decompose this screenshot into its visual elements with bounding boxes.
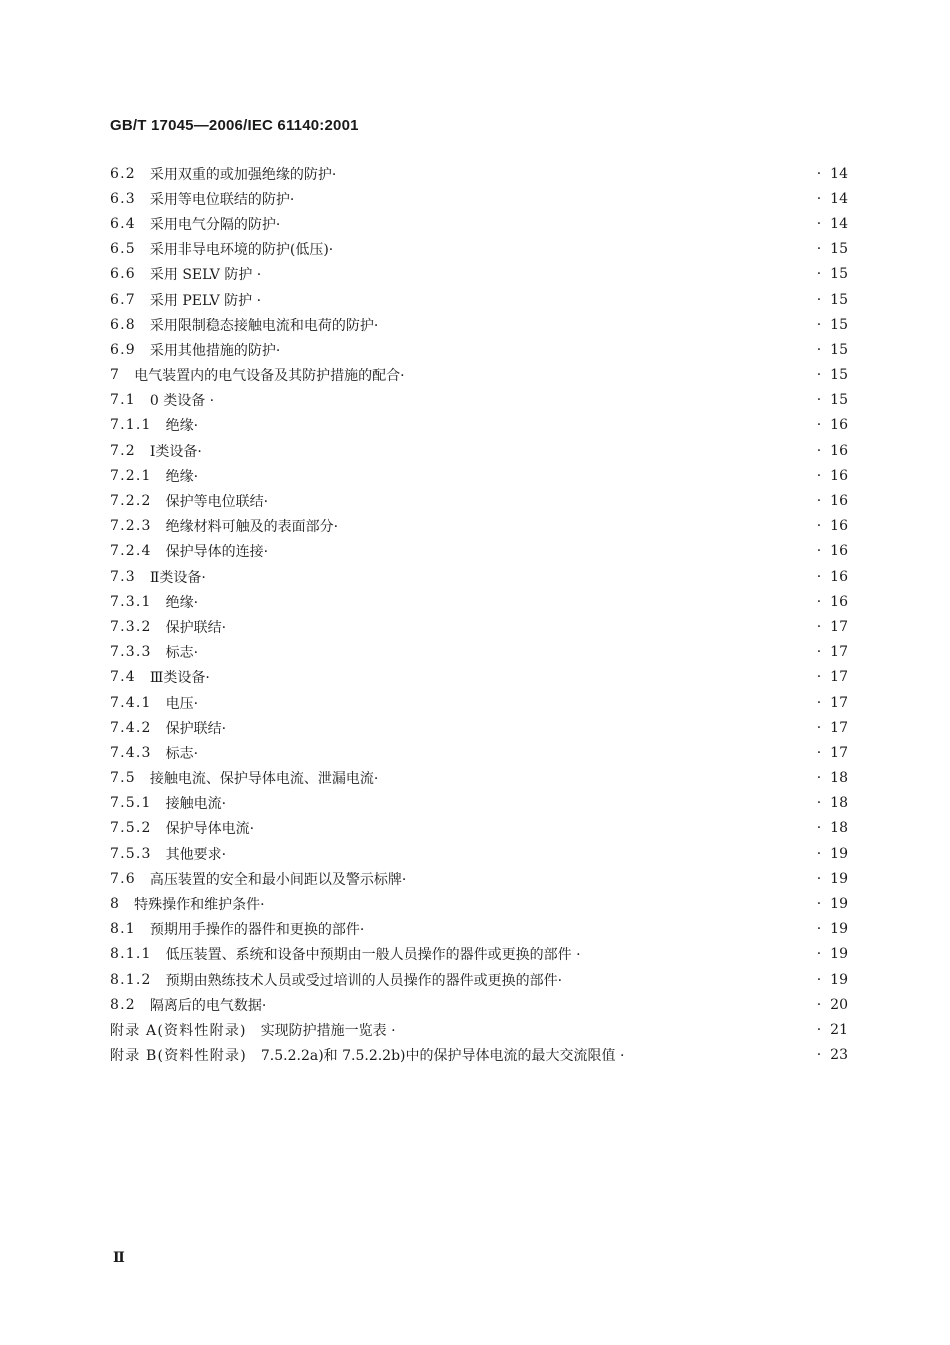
toc-entry-title: 绝缘· — [165, 468, 199, 485]
toc-entry-number: 7 — [110, 367, 121, 384]
toc-entry — [110, 312, 848, 337]
toc-entry — [110, 287, 848, 312]
toc-entry-number: 6.9 — [110, 341, 136, 358]
toc-entry-title: 保护导体的连接· — [165, 544, 269, 561]
toc-entry — [110, 337, 848, 362]
toc-entry-title: 保护联结· — [165, 720, 227, 737]
toc-entry-number: 7.1 — [110, 392, 136, 409]
toc-entry — [110, 740, 848, 765]
toc-entry-page: · 17 — [808, 669, 848, 685]
toc-entry — [110, 388, 848, 413]
toc-entry-title: 标志· — [165, 745, 199, 762]
toc-entry — [110, 665, 848, 690]
toc-entry — [110, 891, 848, 916]
toc-entry-number: 8.1.1 — [110, 946, 152, 963]
toc-entry — [110, 791, 848, 816]
toc-entry-title: 0 类设备 · — [149, 393, 215, 410]
toc-entry-page: · 17 — [808, 745, 848, 761]
toc-entry-number: 7.2.1 — [110, 467, 152, 484]
toc-entry-page: · 17 — [808, 720, 848, 736]
toc-entry-number: 7.2 — [110, 442, 136, 459]
toc-entry-number: 7.2.4 — [110, 543, 152, 560]
toc-entry-page: · 17 — [808, 695, 848, 711]
toc-entry-page: · 18 — [808, 820, 848, 836]
toc-entry-page: · 19 — [808, 921, 848, 937]
toc-entry-number: 7.3.3 — [110, 644, 152, 661]
toc-entry — [110, 1043, 848, 1068]
toc-entry-title: 保护联结· — [165, 619, 227, 636]
toc-entry-page: · 15 — [808, 342, 848, 358]
toc-entry — [110, 488, 848, 513]
toc-entry-page: · 15 — [808, 266, 848, 282]
toc-entry-page: · 16 — [808, 518, 848, 534]
toc-entry-number: 6.8 — [110, 316, 136, 333]
toc-entry-title: 保护等电位联结· — [165, 494, 269, 511]
toc-entry — [110, 589, 848, 614]
toc-entry-page: · 16 — [808, 594, 848, 610]
toc-entry-number: 8.1.2 — [110, 971, 152, 988]
toc-entry-title: 采用限制稳态接触电流和电荷的防护· — [149, 317, 379, 334]
toc-entry — [110, 514, 848, 539]
toc-entry-page: · 19 — [808, 871, 848, 887]
toc-entry — [110, 715, 848, 740]
toc-entry-title: 绝缘材料可触及的表面部分· — [165, 519, 339, 536]
toc-entry-page: · 15 — [808, 241, 848, 257]
toc-entry — [110, 1017, 848, 1042]
toc-entry-number: 6.2 — [110, 165, 136, 182]
toc-entry-title: Ⅱ类设备· — [149, 569, 206, 586]
toc-entry-number: 7.3.2 — [110, 618, 152, 635]
toc-entry-number: 7.4.3 — [110, 744, 152, 761]
toc-entry-page: · 23 — [808, 1047, 848, 1063]
toc-entry — [110, 539, 848, 564]
toc-entry-number: 附录 B(资料性附录) — [110, 1048, 247, 1065]
toc-entry-title: 采用 SELV 防护 · — [149, 267, 262, 284]
document-standard-header: GB/T 17045—2006/IEC 61140:2001 — [110, 117, 359, 134]
toc-entry-page: · 14 — [808, 216, 848, 232]
toc-entry-number: 7.3 — [110, 568, 136, 585]
toc-entry-number: 7.5.3 — [110, 845, 152, 862]
toc-entry-number: 附录 A(资料性附录) — [110, 1022, 247, 1039]
toc-entry-number: 8.2 — [110, 996, 136, 1013]
toc-entry-page: · 20 — [808, 997, 848, 1013]
toc-entry — [110, 463, 848, 488]
toc-entry-number: 7.3.1 — [110, 593, 152, 610]
toc-entry-page: · 19 — [808, 896, 848, 912]
toc-entry-page: · 15 — [808, 292, 848, 308]
toc-entry-page: · 19 — [808, 846, 848, 862]
toc-entry — [110, 967, 848, 992]
toc-entry-number: 7.2.3 — [110, 518, 152, 535]
toc-entry-page: · 15 — [808, 392, 848, 408]
toc-entry — [110, 690, 848, 715]
toc-entry-page: · 21 — [808, 1022, 848, 1038]
toc-entry-page: · 19 — [808, 946, 848, 962]
toc-entry-title: Ⅰ类设备· — [149, 443, 202, 460]
toc-entry-number: 6.4 — [110, 215, 136, 232]
toc-entry-page: · 16 — [808, 543, 848, 559]
toc-entry-page: · 16 — [808, 493, 848, 509]
toc-entry-number: 6.5 — [110, 241, 136, 258]
toc-entry-title: 预期由熟练技术人员或受过培训的人员操作的器件或更换的部件· — [165, 972, 563, 989]
toc-entry-number: 6.6 — [110, 266, 136, 283]
toc-entry-title: 实现防护措施一览表 · — [260, 1022, 396, 1039]
toc-entry-title: 标志· — [165, 645, 199, 662]
toc-entry-title: 绝缘· — [165, 418, 199, 435]
toc-entry-title: 接触电流、保护导体电流、泄漏电流· — [149, 771, 379, 788]
toc-entry-page: · 16 — [808, 417, 848, 433]
toc-entry-title: 采用双重的或加强绝缘的防护· — [149, 166, 337, 183]
toc-entry — [110, 766, 848, 791]
toc-entry-page: · 17 — [808, 619, 848, 635]
toc-entry-number: 8 — [110, 896, 121, 913]
toc-entry-page: · 16 — [808, 468, 848, 484]
toc-entry-page: · 18 — [808, 770, 848, 786]
toc-entry — [110, 438, 848, 463]
toc-entry — [110, 841, 848, 866]
toc-entry-page: · 15 — [808, 367, 848, 383]
toc-entry-number: 6.7 — [110, 291, 136, 308]
toc-entry-title: 接触电流· — [165, 796, 227, 813]
toc-entry-number: 7.4 — [110, 669, 136, 686]
toc-entry-title: 采用电气分隔的防护· — [149, 216, 281, 233]
toc-entry-title: 高压装置的安全和最小间距以及警示标牌· — [149, 871, 407, 888]
toc-entry — [110, 413, 848, 438]
toc-entry-title: 7.5.2.2a)和 7.5.2.2b)中的保护导体电流的最大交流限值 · — [260, 1048, 625, 1065]
toc-entry-page: · 14 — [808, 191, 848, 207]
toc-entry — [110, 866, 848, 891]
toc-entry-title: 电压· — [165, 695, 199, 712]
toc-entry — [110, 816, 848, 841]
toc-entry — [110, 992, 848, 1017]
toc-entry-number: 7.4.1 — [110, 694, 152, 711]
toc-entry-title: 采用非导电环境的防护(低压)· — [149, 242, 334, 259]
toc-entry-title: 隔离后的电气数据· — [149, 997, 267, 1014]
page-number: Ⅱ — [113, 1250, 125, 1266]
table-of-contents — [110, 161, 848, 1068]
toc-entry-title: 电气装置内的电气设备及其防护措施的配合· — [134, 368, 405, 385]
toc-entry-page: · 16 — [808, 443, 848, 459]
toc-entry-number: 8.1 — [110, 921, 136, 938]
toc-entry-page: · 14 — [808, 166, 848, 182]
toc-entry — [110, 186, 848, 211]
toc-entry — [110, 564, 848, 589]
toc-entry — [110, 363, 848, 388]
toc-entry-title: 特殊操作和维护条件· — [134, 897, 265, 914]
toc-entry — [110, 237, 848, 262]
toc-entry-number: 7.1.1 — [110, 417, 152, 434]
toc-entry-number: 7.2.2 — [110, 493, 152, 510]
toc-entry-number: 6.3 — [110, 190, 136, 207]
toc-entry — [110, 614, 848, 639]
toc-entry — [110, 211, 848, 236]
toc-entry-page: · 19 — [808, 972, 848, 988]
toc-entry-number: 7.4.2 — [110, 719, 152, 736]
toc-entry — [110, 942, 848, 967]
toc-entry-number: 7.5.2 — [110, 820, 152, 837]
toc-entry-page: · 15 — [808, 317, 848, 333]
toc-entry-title: 采用等电位联结的防护· — [149, 191, 295, 208]
toc-entry-title: 低压装置、系统和设备中预期由一般人员操作的器件或更换的部件 · — [165, 947, 581, 964]
toc-entry-number: 7.5.1 — [110, 795, 152, 812]
toc-entry-title: 预期用手操作的器件和更换的部件· — [149, 922, 365, 939]
toc-entry — [110, 640, 848, 665]
toc-entry-title: 采用 PELV 防护 · — [149, 292, 262, 309]
toc-entry-title: 保护导体电流· — [165, 821, 255, 838]
toc-entry-page: · 18 — [808, 795, 848, 811]
toc-entry-page: · 16 — [808, 569, 848, 585]
toc-entry-page: · 17 — [808, 644, 848, 660]
toc-entry-title: Ⅲ类设备· — [149, 670, 210, 687]
toc-entry-title: 采用其他措施的防护· — [149, 342, 281, 359]
toc-entry-number: 7.6 — [110, 870, 136, 887]
toc-entry-title: 绝缘· — [165, 594, 199, 611]
toc-entry-number: 7.5 — [110, 770, 136, 787]
toc-entry — [110, 161, 848, 186]
toc-entry — [110, 917, 848, 942]
toc-entry-title: 其他要求· — [165, 846, 227, 863]
toc-entry — [110, 262, 848, 287]
